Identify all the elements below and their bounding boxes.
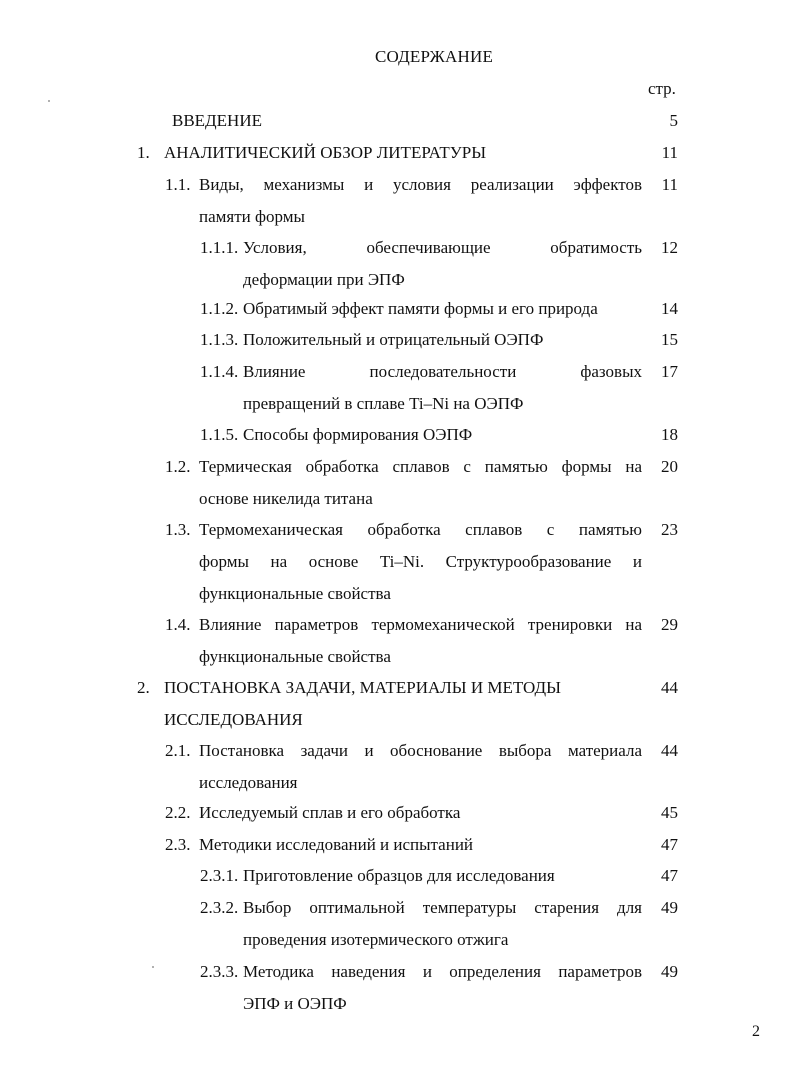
toc-entry-text: ВВЕДЕНИЕ bbox=[172, 111, 262, 130]
toc-entry-page: 47 bbox=[661, 866, 678, 885]
toc-entry-text-cont: ЭПФ и ОЭПФ bbox=[243, 994, 347, 1013]
toc-entry-text: Условия, обеспечивающие обратимость bbox=[243, 238, 642, 257]
toc-entry-number: 1.1. bbox=[165, 175, 191, 194]
toc-entry-number: 1.4. bbox=[165, 615, 191, 634]
toc-entry-page: 15 bbox=[661, 330, 678, 349]
toc-entry-page: 23 bbox=[661, 520, 678, 539]
toc-entry-text: Методика наведения и определения параметров bbox=[243, 962, 642, 981]
toc-entry-page: 47 bbox=[661, 835, 678, 854]
toc-entry-number: 2.3.1. bbox=[200, 866, 239, 885]
toc-entry-number: 1. bbox=[137, 143, 150, 162]
toc-entry-text-cont: превращений в сплаве Ti–Ni на ОЭПФ bbox=[243, 394, 524, 413]
scan-speck bbox=[152, 966, 154, 968]
toc-entry-text: ПОСТАНОВКА ЗАДАЧИ, МАТЕРИАЛЫ И МЕТОДЫ bbox=[164, 678, 561, 697]
toc-entry-text-cont: формы на основе Ti–Ni. Структурообразование и bbox=[199, 552, 642, 571]
toc-entry-text-cont: функциональные свойства bbox=[199, 647, 391, 666]
toc-entry-number: 2.1. bbox=[165, 741, 191, 760]
toc-entry-text-cont: деформации при ЭПФ bbox=[243, 270, 405, 289]
toc-entry-page: 5 bbox=[669, 111, 678, 130]
toc-entry-text-cont: проведения изотермического отжига bbox=[243, 930, 509, 949]
toc-entry-text: Выбор оптимальной температуры старения для bbox=[243, 898, 642, 917]
toc-entry-text: Положительный и отрицательный ОЭПФ bbox=[243, 330, 544, 349]
toc-entry-page: 17 bbox=[661, 362, 678, 381]
toc-entry-number: 1.2. bbox=[165, 457, 191, 476]
toc-entry-text: Постановка задачи и обоснование выбора материала bbox=[199, 741, 642, 760]
toc-entry-text: Исследуемый сплав и его обработка bbox=[199, 803, 461, 822]
toc-entry-number: 1.1.3. bbox=[200, 330, 239, 349]
toc-entry-page: 14 bbox=[661, 299, 678, 318]
toc-entry-page: 11 bbox=[661, 143, 678, 162]
toc-entry-text: Термическая обработка сплавов с памятью формы на bbox=[199, 457, 642, 476]
toc-entry-page: 44 bbox=[661, 741, 678, 760]
page-number: 2 bbox=[752, 1023, 760, 1040]
toc-entry-number: 1.1.5. bbox=[200, 425, 239, 444]
toc-entry-text: Способы формирования ОЭПФ bbox=[243, 425, 473, 444]
toc-entry-text: Обратимый эффект памяти формы и его природа bbox=[243, 299, 598, 318]
toc-entry-page: 11 bbox=[661, 175, 678, 194]
toc-entry-text-cont: ИССЛЕДОВАНИЯ bbox=[164, 710, 303, 729]
toc-entry-text-cont: памяти формы bbox=[199, 207, 305, 226]
toc-entry-text: Приготовление образцов для исследования bbox=[243, 866, 555, 885]
toc-entry-text-cont: функциональные свойства bbox=[199, 584, 391, 603]
toc-entry-number: 2.3.3. bbox=[200, 962, 239, 981]
toc-entry-text: АНАЛИТИЧЕСКИЙ ОБЗОР ЛИТЕРАТУРЫ bbox=[164, 143, 487, 162]
toc-entry-page: 49 bbox=[661, 898, 678, 917]
toc-entry-text: Методики исследований и испытаний bbox=[199, 835, 474, 854]
toc-entry-number: 2.3.2. bbox=[200, 898, 239, 917]
toc-entry-text: Виды, механизмы и условия реализации эффектов bbox=[199, 175, 642, 194]
toc-entry-number: 1.1.1. bbox=[200, 238, 239, 257]
toc-entry-text-cont: исследования bbox=[199, 773, 298, 792]
toc-entry-page: 45 bbox=[661, 803, 678, 822]
toc-entry-page: 44 bbox=[661, 678, 678, 697]
toc-entry-number: 1.1.4. bbox=[200, 362, 239, 381]
toc-entry-page: 49 bbox=[661, 962, 678, 981]
toc-entry-text-cont: основе никелида титана bbox=[199, 489, 373, 508]
toc-entry-text: Влияние параметров термомеханической тренировки на bbox=[199, 615, 642, 634]
toc-entry-page: 12 bbox=[661, 238, 678, 257]
toc-entry-number: 2.2. bbox=[165, 803, 191, 822]
toc-entry-page: 29 bbox=[661, 615, 678, 634]
document-title: СОДЕРЖАНИЕ bbox=[374, 47, 494, 66]
page-column-header: стр. bbox=[648, 79, 676, 98]
toc-entry-number: 1.3. bbox=[165, 520, 191, 539]
toc-entry-number: 2. bbox=[137, 678, 150, 697]
toc-entry-page: 18 bbox=[661, 425, 678, 444]
scan-speck bbox=[48, 100, 50, 102]
toc-entry-text: Влияние последовательности фазовых bbox=[243, 362, 642, 381]
toc-entry-text: Термомеханическая обработка сплавов с памятью bbox=[199, 520, 642, 539]
toc-entry-number: 2.3. bbox=[165, 835, 191, 854]
toc-entry-page: 20 bbox=[661, 457, 678, 476]
toc-entry-number: 1.1.2. bbox=[200, 299, 239, 318]
